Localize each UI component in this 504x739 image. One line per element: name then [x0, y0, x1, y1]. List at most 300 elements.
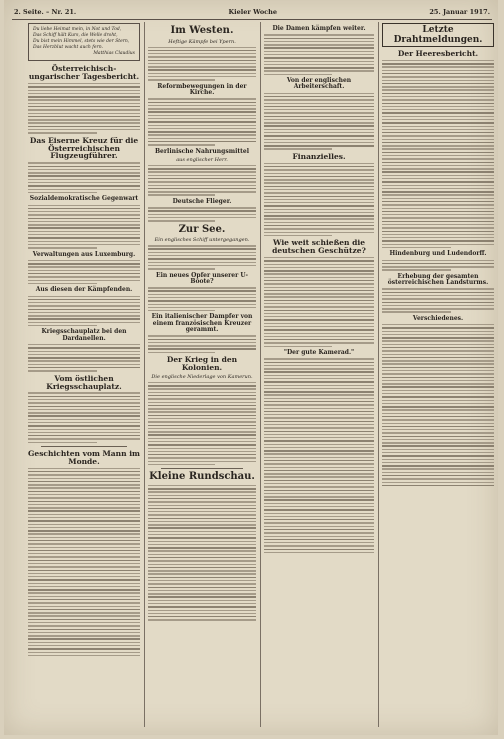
text-line — [148, 570, 256, 571]
text-line — [264, 202, 374, 203]
text-line — [382, 373, 494, 374]
text-line — [382, 400, 494, 401]
text-line — [264, 228, 374, 229]
text-line — [28, 109, 140, 110]
text-line — [382, 148, 494, 149]
text-line — [382, 266, 494, 267]
text-line — [148, 144, 215, 145]
text-line — [264, 306, 374, 307]
text-line — [382, 439, 494, 440]
article-body — [148, 98, 256, 145]
poem-line: Du liebe Heimat mein, in Not und Tod, — [33, 27, 122, 32]
article-body — [148, 245, 256, 269]
text-line — [28, 504, 140, 505]
text-line — [264, 61, 374, 62]
text-line — [28, 652, 140, 653]
text-line — [28, 481, 140, 482]
text-line — [382, 340, 494, 341]
text-line — [148, 115, 256, 116]
text-line — [382, 367, 494, 368]
text-line — [382, 324, 494, 325]
text-line — [28, 507, 140, 508]
text-line — [148, 102, 256, 103]
text-line — [148, 531, 256, 532]
text-line — [28, 438, 140, 439]
text-line — [28, 106, 140, 107]
text-line — [148, 434, 256, 435]
newspaper-page — [4, 0, 498, 735]
text-line — [264, 310, 374, 311]
text-line — [382, 331, 494, 332]
text-line — [382, 142, 494, 143]
text-line — [28, 540, 140, 541]
article-headline: Vom östlichen Kriegsschauplatz. — [46, 373, 122, 391]
article-headline: Die Damen kämpfen weiter. — [272, 25, 366, 32]
text-line — [28, 283, 97, 284]
text-line — [148, 610, 256, 611]
text-line — [382, 86, 494, 87]
text-line — [148, 550, 256, 551]
text-line — [28, 566, 140, 567]
column-4 — [382, 23, 494, 731]
text-line — [148, 388, 256, 389]
text-line — [264, 296, 374, 297]
text-line — [382, 208, 494, 209]
text-line — [264, 398, 374, 399]
text-line — [264, 457, 374, 458]
text-line — [28, 99, 140, 100]
text-line — [28, 354, 140, 355]
text-line — [28, 263, 140, 264]
text-line — [148, 590, 256, 591]
text-line — [264, 44, 374, 45]
text-line — [28, 260, 140, 261]
text-line — [28, 435, 140, 436]
text-line — [382, 132, 494, 133]
text-line — [148, 310, 215, 311]
text-line — [264, 463, 374, 464]
article-body — [382, 324, 494, 486]
article-subheadline: Ein englisches Schiff untergegangen. — [154, 237, 250, 244]
text-line — [264, 41, 374, 42]
text-line — [264, 196, 374, 197]
article-headline: Finanzielles. — [292, 151, 346, 161]
text-line — [28, 573, 140, 574]
text-line — [264, 450, 374, 451]
text-line — [264, 326, 374, 327]
text-line — [28, 296, 140, 297]
text-line — [148, 178, 256, 179]
text-line — [148, 185, 256, 186]
text-line — [148, 485, 256, 486]
text-line — [382, 191, 494, 192]
text-line — [148, 108, 256, 109]
text-line — [382, 247, 451, 248]
text-line — [382, 188, 494, 189]
text-line — [28, 90, 140, 91]
text-line — [264, 414, 374, 415]
text-line — [264, 470, 374, 471]
text-line — [148, 138, 256, 139]
text-line — [264, 99, 374, 100]
text-line — [148, 560, 256, 561]
poem-line: Das Schiff hält Kurs, die Welle droht, — [33, 33, 118, 39]
text-line — [264, 480, 374, 481]
text-line — [148, 188, 256, 189]
text-line — [28, 357, 140, 358]
text-line — [264, 404, 374, 405]
text-line — [264, 496, 374, 497]
text-line — [382, 158, 494, 159]
column-2 — [148, 23, 256, 731]
text-line — [28, 273, 140, 274]
text-line — [28, 406, 140, 407]
article-body — [148, 485, 256, 621]
article-headline: Ein italienischer Dampfer von einem französischen Kreuzer gerammt. — [151, 313, 253, 334]
text-line — [148, 518, 256, 519]
text-line — [264, 293, 374, 294]
column-1 — [28, 23, 140, 731]
text-line — [264, 273, 374, 274]
text-line — [264, 519, 374, 520]
text-line — [28, 592, 140, 593]
text-line — [382, 354, 494, 355]
text-line — [264, 378, 374, 379]
text-line — [148, 600, 256, 601]
text-line — [264, 74, 332, 75]
article-headline: Das Eiserne Kreuz für die Österreichischen Flugzeugführer. — [29, 135, 139, 161]
article-headline: Der Krieg in den Kolonien. — [166, 355, 238, 373]
text-line — [264, 542, 374, 543]
text-line — [28, 632, 140, 633]
text-line — [148, 131, 256, 132]
text-line — [148, 418, 256, 419]
text-line — [148, 60, 256, 61]
text-line — [264, 166, 374, 167]
text-line — [28, 517, 140, 518]
article-body — [28, 162, 140, 193]
text-line — [28, 189, 140, 190]
text-line — [28, 367, 140, 368]
text-line — [28, 169, 140, 170]
text-line — [264, 116, 374, 117]
text-line — [264, 371, 374, 372]
text-line — [264, 209, 374, 210]
text-line — [28, 419, 140, 420]
text-line — [28, 530, 140, 531]
text-line — [28, 570, 140, 571]
text-line — [148, 134, 256, 135]
text-line — [264, 186, 374, 187]
text-line — [148, 210, 256, 211]
issue-date: 25. Januar 1917. — [429, 8, 490, 16]
text-line — [382, 475, 494, 476]
text-line — [148, 128, 256, 129]
text-line — [382, 472, 494, 473]
text-line — [28, 402, 140, 403]
text-line — [382, 465, 494, 466]
text-line — [382, 350, 494, 351]
latest-news-title: Letzte Drahtmeldungen. — [382, 23, 494, 47]
text-line — [264, 431, 374, 432]
text-line — [382, 482, 494, 483]
text-line — [148, 171, 256, 172]
text-line — [148, 287, 256, 288]
text-line — [264, 375, 374, 376]
text-line — [28, 214, 140, 215]
text-line — [382, 217, 494, 218]
text-line — [28, 599, 140, 600]
text-line — [382, 112, 494, 113]
text-line — [28, 370, 97, 371]
text-line — [264, 362, 374, 363]
text-line — [28, 471, 140, 472]
text-line — [382, 162, 494, 163]
text-line — [382, 181, 494, 182]
text-line — [264, 54, 374, 55]
text-line — [264, 303, 374, 304]
text-line — [28, 547, 140, 548]
article-body — [28, 392, 140, 443]
text-line — [148, 501, 256, 502]
text-line — [148, 613, 256, 614]
text-line — [148, 534, 256, 535]
text-line — [382, 452, 494, 453]
text-line — [264, 129, 374, 130]
text-line — [382, 122, 494, 123]
text-line — [148, 248, 256, 249]
text-line — [148, 573, 256, 574]
text-line — [148, 491, 256, 492]
text-line — [382, 269, 451, 270]
text-line — [382, 478, 494, 479]
text-line — [28, 360, 140, 361]
text-line — [382, 126, 494, 127]
text-line — [264, 57, 374, 58]
text-line — [382, 403, 494, 404]
text-line — [382, 244, 494, 245]
text-line — [382, 240, 494, 241]
text-line — [382, 70, 494, 71]
text-line — [148, 168, 256, 169]
article-headline: Österreichisch-ungarischer Tagesbericht. — [28, 64, 140, 82]
text-line — [148, 547, 256, 548]
text-line — [148, 181, 256, 182]
text-line — [264, 163, 374, 164]
text-line — [148, 191, 256, 192]
text-line — [28, 553, 140, 554]
text-line — [28, 556, 140, 557]
text-line — [28, 645, 140, 646]
text-line — [382, 175, 494, 176]
article-headline: Zur See. — [178, 223, 226, 235]
text-line — [382, 409, 494, 410]
text-line — [28, 270, 140, 271]
text-line — [382, 337, 494, 338]
text-line — [382, 485, 494, 486]
text-line — [264, 532, 374, 533]
text-line — [382, 204, 494, 205]
text-line — [28, 478, 140, 479]
article-body — [264, 163, 374, 237]
text-line — [264, 368, 374, 369]
article-body — [28, 296, 140, 327]
text-line — [28, 318, 140, 319]
text-line — [382, 221, 494, 222]
text-line — [148, 441, 256, 442]
text-line — [28, 425, 140, 426]
text-line — [382, 224, 494, 225]
text-line — [148, 438, 256, 439]
text-line — [28, 132, 97, 133]
text-line — [264, 549, 374, 550]
text-line — [382, 73, 494, 74]
text-line — [264, 365, 374, 366]
text-line — [382, 396, 494, 397]
text-line — [28, 305, 140, 306]
text-line — [382, 416, 494, 417]
text-line — [148, 220, 215, 221]
text-line — [264, 64, 374, 65]
text-line — [264, 421, 374, 422]
text-line — [382, 171, 494, 172]
text-line — [264, 232, 374, 233]
text-line — [28, 609, 140, 610]
article-body — [264, 358, 374, 553]
text-line — [28, 244, 140, 245]
text-line — [148, 557, 256, 558]
text-line — [28, 606, 140, 607]
text-line — [148, 580, 256, 581]
text-line — [264, 215, 374, 216]
text-line — [264, 493, 374, 494]
text-line — [382, 380, 494, 381]
text-line — [148, 345, 256, 346]
article-headline: Verwaltungen aus Luxemburg. — [32, 250, 136, 258]
text-line — [148, 524, 256, 525]
article-body — [382, 60, 494, 248]
article-headline: Kriegsschauplatz bei den Dardanellen. — [41, 328, 127, 342]
text-line — [264, 381, 374, 382]
text-line — [264, 179, 374, 180]
text-line — [264, 408, 374, 409]
article-body — [264, 34, 374, 75]
poem-box — [28, 23, 140, 61]
text-line — [148, 304, 256, 305]
text-line — [264, 411, 374, 412]
text-line — [148, 564, 256, 565]
article-headline: Berlinische Nahrungsmittel — [154, 147, 249, 155]
text-line — [148, 255, 256, 256]
text-line — [148, 498, 256, 499]
text-line — [148, 50, 256, 51]
text-line — [148, 425, 256, 426]
text-line — [264, 503, 374, 504]
text-line — [148, 79, 215, 80]
text-line — [148, 252, 256, 253]
text-line — [264, 460, 374, 461]
text-line — [382, 419, 494, 420]
text-line — [382, 89, 494, 90]
text-line — [382, 442, 494, 443]
text-line — [264, 132, 374, 133]
text-line — [382, 201, 494, 202]
text-line — [28, 234, 140, 235]
text-line — [382, 76, 494, 77]
text-line — [28, 442, 97, 443]
text-line — [382, 436, 494, 437]
column-3 — [264, 23, 374, 731]
text-line — [382, 288, 494, 289]
text-line — [28, 589, 140, 590]
text-line — [28, 276, 140, 277]
text-line — [382, 386, 494, 387]
text-line — [264, 145, 374, 146]
text-line — [264, 316, 374, 317]
text-line — [382, 214, 494, 215]
text-line — [264, 529, 374, 530]
text-line — [28, 619, 140, 620]
text-line — [382, 383, 494, 384]
text-line — [382, 423, 494, 424]
text-line — [28, 612, 140, 613]
column-rule — [260, 22, 261, 727]
text-line — [148, 175, 256, 176]
poem-author: Matthias Claudius — [93, 51, 135, 57]
text-line — [264, 169, 374, 170]
text-line — [264, 319, 374, 320]
text-line — [382, 139, 494, 140]
text-line — [28, 638, 140, 639]
text-line — [28, 116, 140, 117]
text-line — [264, 119, 374, 120]
article-body — [148, 335, 256, 353]
text-line — [28, 655, 140, 656]
text-line — [148, 619, 256, 620]
text-line — [28, 487, 140, 488]
text-line — [264, 283, 374, 284]
text-line — [28, 266, 140, 267]
text-line — [148, 616, 256, 617]
text-line — [148, 428, 256, 429]
text-line — [264, 486, 374, 487]
text-line — [264, 109, 374, 110]
text-line — [28, 622, 140, 623]
text-line — [264, 142, 374, 143]
text-line — [382, 445, 494, 446]
text-line — [148, 454, 256, 455]
text-line — [382, 109, 494, 110]
text-line — [382, 413, 494, 414]
text-line — [264, 125, 374, 126]
text-line — [28, 432, 140, 433]
text-line — [28, 422, 140, 423]
text-line — [382, 103, 494, 104]
text-line — [382, 426, 494, 427]
text-line — [148, 56, 256, 57]
text-line — [382, 393, 494, 394]
text-line — [148, 258, 256, 259]
text-line — [382, 194, 494, 195]
text-line — [148, 382, 256, 383]
text-line — [382, 432, 494, 433]
text-line — [264, 323, 374, 324]
text-line — [264, 205, 374, 206]
text-line — [264, 139, 374, 140]
article-headline: "Der gute Kamerad." — [283, 349, 355, 357]
text-line — [28, 129, 140, 130]
text-line — [382, 198, 494, 199]
